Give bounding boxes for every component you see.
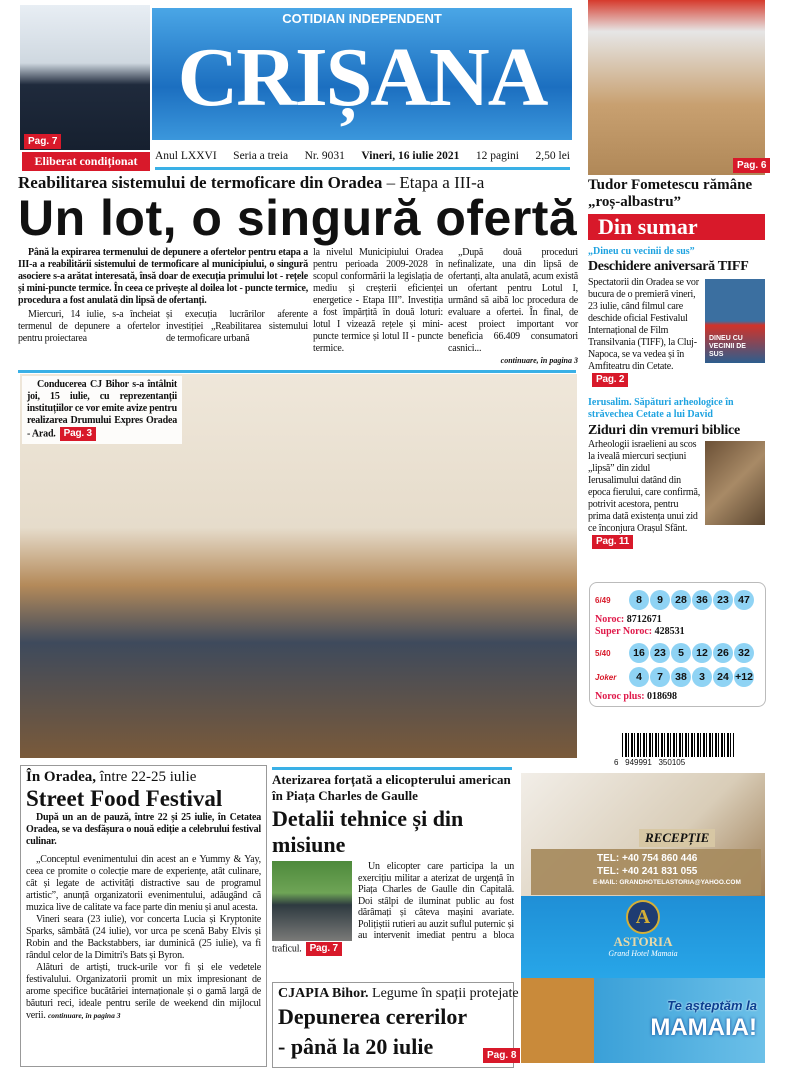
food-intro: După un an de pauză, între 22 și 25 iulie, în Cetatea Oradea, se va desfășura o nouă ediție a celebrului festival culinar. xyxy=(26,812,261,847)
lotto-ball: 5 xyxy=(671,643,691,663)
left-portrait-photo[interactable] xyxy=(20,5,150,150)
ad-email: E-MAIL: GRANDHOTELASTORIA@YAHOO.COM xyxy=(593,879,741,886)
food-kicker xyxy=(26,769,261,786)
lotto-ball: 3 xyxy=(692,667,712,687)
sumar-item-ierusalim[interactable] xyxy=(588,397,765,549)
issue-price: 2,50 lei xyxy=(535,150,570,162)
lotto-ball: 24 xyxy=(713,667,733,687)
continued-link[interactable]: continuare, în pagina 3 xyxy=(500,356,578,365)
page-ref-badge[interactable]: Pag. 7 xyxy=(24,134,61,149)
photo-caption xyxy=(27,379,177,441)
page-ref-badge[interactable]: Pag. 3 xyxy=(60,427,96,441)
food-kicker-rest: între 22-25 iulie xyxy=(96,769,197,785)
heli-kicker: Aterizarea forțată a elicopterului american în Piața Charles de Gaulle xyxy=(272,772,511,803)
helicopter-photo xyxy=(272,861,352,941)
sport-headline[interactable]: Tudor Fometescu rămâne „roș-albastru” xyxy=(588,177,753,210)
photo-caption-text: Conducerea CJ Bihor s-a întâlnit joi, 15 iulie, cu reprezentanții instituțiilor ce vor emite avize pentru realizarea Drumului Expres Oradea - Arad. xyxy=(27,379,177,440)
super-noroc-label: Super Noroc: xyxy=(595,626,653,637)
noroc-line xyxy=(595,614,760,626)
excavation-photo xyxy=(705,441,765,525)
super-noroc-value: 428531 xyxy=(654,626,685,637)
ad-contact-box xyxy=(531,849,761,895)
divider xyxy=(155,167,570,170)
lotto-649-logo: 6/49 xyxy=(595,595,611,605)
street-food-article[interactable] xyxy=(20,765,267,1067)
ad-reception-photo xyxy=(521,773,765,896)
cjapia-kicker xyxy=(278,985,519,1002)
page-ref-badge[interactable]: Pag. 2 xyxy=(592,373,628,387)
lotto-540-row xyxy=(595,643,760,663)
food-title: Street Food Festival xyxy=(26,786,223,811)
lotto-ball: 32 xyxy=(734,643,754,663)
poster-text: DINEU CU VECINII DE SUS xyxy=(709,335,746,358)
astoria-logo-icon: A xyxy=(626,900,660,934)
tiff-poster xyxy=(705,279,765,363)
issue-date: Vineri, 16 iulie 2021 xyxy=(361,150,460,162)
noroc-plus-label: Noroc plus: xyxy=(595,691,645,702)
sumar-text-content: Spectatorii din Oradea se vor bucura de o premieră vineri, 23 iulie, când filmul care deschide oficial Festivalul Internațional de Film Transilvania (TIFF), la Cluj-Napoca, se va vedea și în Amfiteatru din Cetate. xyxy=(588,277,699,372)
cjapia-kicker-bold: CJAPIA Bihor. xyxy=(278,986,369,1001)
lead-col3: la nivelul Municipiului Oradea pentru perioada 2009-2028 în scopul conformării la legislația de mediu și creșterii eficienței energetice - Etapa III”. Investiția a fost împărțită în două loturi: lotul I vizează rețele și mini-puncte termice și lotul II - puncte termice. xyxy=(313,247,443,354)
left-photo-caption[interactable]: Eliberat condiționat xyxy=(22,152,150,171)
masthead-logo[interactable] xyxy=(152,8,572,140)
lotto-ball: +12 xyxy=(734,667,754,687)
lead-col4-block xyxy=(448,247,578,366)
lotto-ball: 23 xyxy=(713,590,733,610)
lead-body xyxy=(18,247,578,366)
ad-brand-sub: Grand Hotel Mamaia xyxy=(608,949,678,958)
lead-intro: Până la expirarea termenului de depunere a ofertelor pentru etapa a III-a a reabilitării sistemului de termoficare al municipiului, o singură asociere s-a arătat interesată, însă doar de execuția primului lot - rețele și mini-puncte termice. În ceea ce privește al doilea lot - puncte termice, procedura a fost anulată din lipsă de ofertanți. xyxy=(18,247,308,306)
super-noroc-line xyxy=(595,626,760,638)
ad-sea-photo xyxy=(521,896,765,978)
sumar-item-tiff[interactable] xyxy=(588,246,765,387)
lead-col4: „După două proceduri nefinalizate, una din lipsă de ofertanți, alta anulată, acum există un ofertant pentru Lotul I, urmând să aibă loc procedura de evaluare a ofertei. În final, de acest proiect important vor beneficia 66.409 consumatori casnici... xyxy=(448,247,578,354)
joker-row xyxy=(595,667,760,687)
lotto-ball: 26 xyxy=(713,643,733,663)
sumar-kicker: Ierusalim. Săpături arheologice în străvechea Cetate a lui David xyxy=(588,397,734,420)
sumar-title: Deschidere aniversară TIFF xyxy=(588,259,749,274)
sumar-header: Din sumar xyxy=(588,214,765,240)
photo-caption-box xyxy=(22,376,182,444)
divider xyxy=(18,370,576,373)
ad-reception-sign: RECEPȚIE xyxy=(639,829,715,847)
ad-slogan2: MAMAIA! xyxy=(650,1014,757,1041)
heli-text-content: Un elicopter care participa la un exercițiu militar a aterizat de urgență în Piața Charles de Gaulle din Capitală. Doi stâlpi de iluminat public au fost dărâmați și câteva mașini avariate. Polițiștii rutieri au auzit suflul puternic și au intervenit imediat pentru a bloca traficul. xyxy=(272,861,514,954)
issue-number: Nr. 9031 xyxy=(304,150,345,162)
heli-article[interactable] xyxy=(272,772,514,956)
food-p3-text: Alături de artiști, truck-urile vor fi și ele vedetele festivalului. Organizatorii promit un mix impresionant de arome specifice bucătăriei internaționale și o gamă largă de băuturi reci, ideale pentru serile de weekend din mijlocul verii. xyxy=(26,962,261,1021)
sumar-kicker: „Dineu cu vecinii de sus” xyxy=(588,246,695,257)
divider xyxy=(272,767,512,770)
lotto-ball: 36 xyxy=(692,590,712,610)
lotto-ball: 16 xyxy=(629,643,649,663)
ad-beach-photo xyxy=(521,978,765,1063)
ad-tel2: TEL: +40 241 831 055 xyxy=(597,866,698,877)
cjapia-title: Depunerea cererilor - până la 20 iulie xyxy=(278,1004,467,1059)
food-p1: „Conceptul evenimentului din acest an e Yummy & Yay, ceea ce promite o colecție mare de experiențe, atât culinare, cât și legate de activități distractive sau de programul artistic”, anunță organizatorii evenimentului, adăugând că muzica live de calitate va face parte din meniu și anul acesta. xyxy=(26,854,261,913)
barcode xyxy=(622,733,734,757)
lead-col2: și execuția lucrărilor aferente investiției „Reabilitarea sistemului de termoficare urbană xyxy=(166,309,308,344)
sumar-column xyxy=(588,246,765,549)
lotto-ball: 28 xyxy=(671,590,691,610)
lead-kicker-bold: Reabilitarea sistemului de termoficare din Oradea xyxy=(18,173,383,192)
page-ref-badge[interactable]: Pag. 8 xyxy=(483,1048,520,1063)
masthead-title: CRIȘANA xyxy=(177,31,547,124)
cjapia-article[interactable] xyxy=(272,982,519,1068)
food-p3 xyxy=(26,962,261,1022)
food-kicker-bold: În Oradea, xyxy=(26,769,97,785)
sumar-title: Ziduri din vremuri biblice xyxy=(588,423,741,438)
food-p2: Vineri seara (23 iulie), vor concerta Lucia și Kryptonite Sparks, sâmbătă (24 iulie), vor urca pe scenă Baby Elvis și Robin and the Backstabbers, iar duminică (25 iulie), va fi rândul celor de la Dimitri's Bats și Byron. xyxy=(26,914,261,961)
lotto-ball: 38 xyxy=(671,667,691,687)
lottery-results-box xyxy=(589,582,766,707)
page-ref-badge[interactable]: Pag. 11 xyxy=(592,535,633,549)
lotto-ball: 23 xyxy=(650,643,670,663)
sport-photo[interactable] xyxy=(588,0,765,175)
noroc-label: Noroc: xyxy=(595,614,625,625)
noroc-plus-value: 018698 xyxy=(647,691,678,702)
barcode-digits: 6 949991 350105 xyxy=(614,758,686,767)
lotto-ball: 9 xyxy=(650,590,670,610)
lotto-ball: 4 xyxy=(629,667,649,687)
issue-year: Anul LXXVI xyxy=(155,150,217,162)
lead-headline[interactable]: Un lot, o singură ofertă xyxy=(18,190,578,246)
masthead-tagline: COTIDIAN INDEPENDENT xyxy=(282,11,442,26)
issue-pages: 12 pagini xyxy=(475,150,519,162)
lotto-ball: 12 xyxy=(692,643,712,663)
lead-intro-block xyxy=(18,247,308,345)
joker-logo: Joker xyxy=(595,672,617,682)
noroc-value: 8712671 xyxy=(626,614,662,625)
lead-kicker-rest: – Etapa a III-a xyxy=(382,173,485,192)
issue-info-bar xyxy=(155,150,570,162)
astoria-hotel-ad[interactable] xyxy=(521,773,765,1063)
page-ref-badge[interactable]: Pag. 7 xyxy=(306,942,342,956)
noroc-plus-line xyxy=(595,691,760,703)
lotto-ball: 8 xyxy=(629,590,649,610)
sumar-text-content: Arheologii israelieni au scos la iveală miercuri secțiuni „lipsă” din zidul Ierusalimului datând din epoca fierului, care confirmă, potrivit acestora, pentru prima dată existența unui zid ce înconjura Orașul Sfânt. xyxy=(588,439,700,534)
ad-slogan1: Te așteptăm la xyxy=(667,998,757,1013)
lotto-ball: 47 xyxy=(734,590,754,610)
continued-link[interactable]: continuare, în pagina 3 xyxy=(47,1011,121,1020)
issue-series: Seria a treia xyxy=(233,150,289,162)
heli-title: Detalii tehnice și din misiune xyxy=(272,806,464,857)
lotto-540-logo: 5/40 xyxy=(595,648,611,658)
ad-brand: ASTORIA xyxy=(613,934,673,949)
lead-col1: Miercuri, 14 iulie, s-a încheiat termenul de depunere a ofertelor pentru proiectarea xyxy=(18,309,160,344)
page-ref-badge[interactable]: Pag. 6 xyxy=(733,158,770,173)
lotto-649-row xyxy=(595,590,760,610)
ad-tel1: TEL: +40 754 860 446 xyxy=(597,853,698,864)
cjapia-kicker-rest: Legume în spații protejate xyxy=(368,986,519,1001)
lotto-ball: 7 xyxy=(650,667,670,687)
